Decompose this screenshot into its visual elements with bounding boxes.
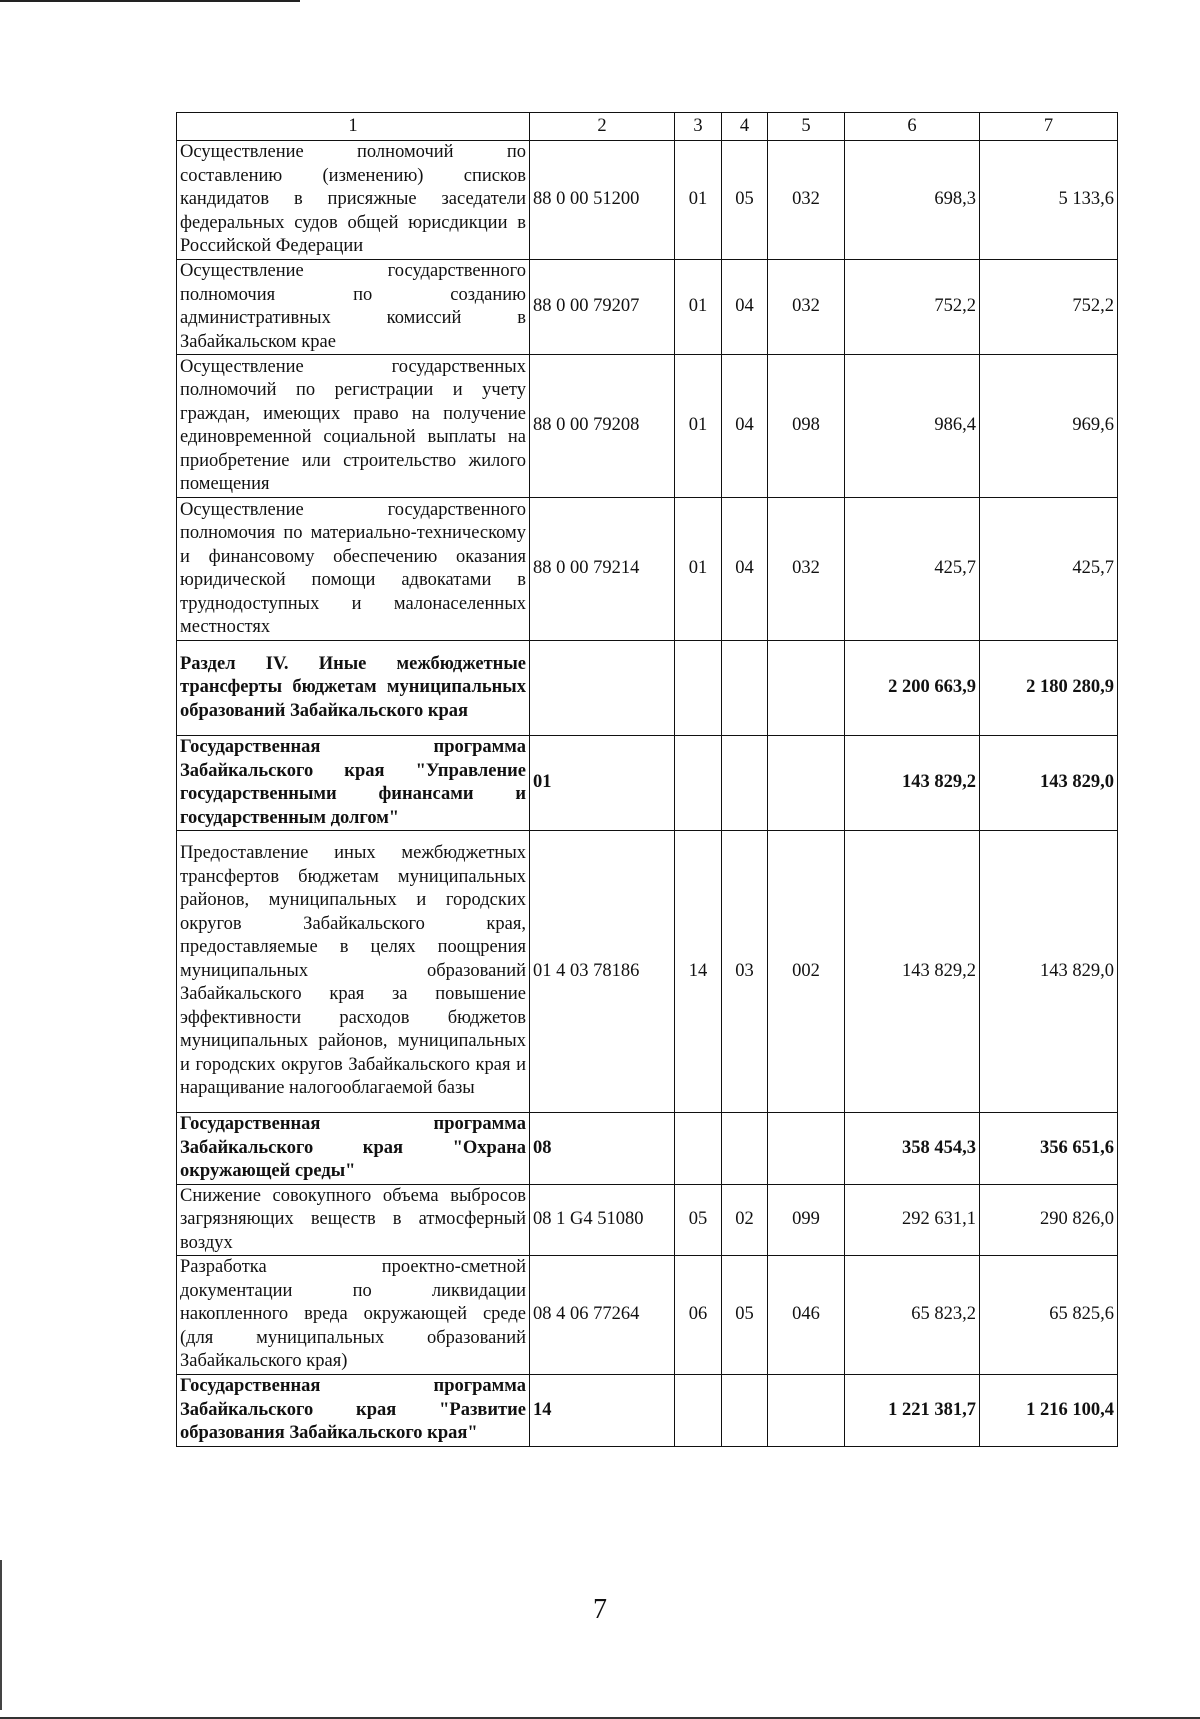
expense-name: Государственная программа Забайкальского края "Развитие образования Забайкальского края" [177,1375,530,1447]
amount-year-2: 5 133,6 [980,141,1118,260]
section-code [675,1375,722,1447]
table-row [177,736,1118,831]
amount-year-2: 143 829,0 [980,736,1118,831]
amount-year-2: 356 651,6 [980,1113,1118,1185]
amount-year-1: 2 200 663,9 [845,641,980,736]
expense-type-code: 032 [768,498,845,641]
amount-year-1: 1 221 381,7 [845,1375,980,1447]
scan-artifact-left [0,1560,2,1710]
expense-type-code: 098 [768,355,845,498]
expense-type-code [768,641,845,736]
subsection-code: 04 [722,498,768,641]
column-header: 4 [722,113,768,141]
amount-year-1: 65 823,2 [845,1256,980,1375]
section-code: 01 [675,141,722,260]
target-article-code: 08 1 G4 51080 [530,1184,675,1256]
amount-year-2: 425,7 [980,498,1118,641]
table-row [177,1256,1118,1375]
expense-name: Осуществление государственных полномочий по регистрации и учету граждан, имеющих право на получение единовременной социальной выплаты на приобретение или строительство жилого помещения [177,355,530,498]
section-code [675,1113,722,1185]
expense-type-code [768,1375,845,1447]
section-code: 01 [675,498,722,641]
expense-name: Государственная программа Забайкальского края "Охрана окружающей среды" [177,1113,530,1185]
target-article-code: 01 4 03 78186 [530,831,675,1113]
target-article-code: 88 0 00 79208 [530,355,675,498]
amount-year-1: 425,7 [845,498,980,641]
table-header-row [177,113,1118,141]
table-row [177,1184,1118,1256]
amount-year-2: 2 180 280,9 [980,641,1118,736]
target-article-code: 08 [530,1113,675,1185]
budget-table [176,112,1118,1447]
target-article-code: 88 0 00 79207 [530,260,675,355]
target-article-code: 88 0 00 79214 [530,498,675,641]
subsection-code: 04 [722,355,768,498]
amount-year-2: 290 826,0 [980,1184,1118,1256]
table-row [177,641,1118,736]
section-code [675,736,722,831]
section-code [675,641,722,736]
target-article-code: 08 4 06 77264 [530,1256,675,1375]
amount-year-1: 143 829,2 [845,831,980,1113]
table-row [177,831,1118,1113]
column-header: 1 [177,113,530,141]
column-header: 6 [845,113,980,141]
column-header: 5 [768,113,845,141]
expense-type-code: 032 [768,260,845,355]
section-code: 14 [675,831,722,1113]
expense-name: Снижение совокупного объема выбросов загрязняющих веществ в атмосферный воздух [177,1184,530,1256]
section-code: 05 [675,1184,722,1256]
expense-name: Раздел IV. Иные межбюджетные трансферты бюджетам муниципальных образований Забайкальского края [177,641,530,736]
expense-type-code: 046 [768,1256,845,1375]
expense-name: Осуществление государственного полномочия по материально-техническому и финансовому обеспечению оказания юридической помощи адвокатами в труднодоступных и малонаселенных местностях [177,498,530,641]
target-article-code: 88 0 00 51200 [530,141,675,260]
expense-type-code: 099 [768,1184,845,1256]
target-article-code: 14 [530,1375,675,1447]
table-row [177,355,1118,498]
amount-year-1: 143 829,2 [845,736,980,831]
section-code: 01 [675,355,722,498]
subsection-code [722,1113,768,1185]
subsection-code [722,641,768,736]
amount-year-1: 358 454,3 [845,1113,980,1185]
column-header: 3 [675,113,722,141]
subsection-code: 04 [722,260,768,355]
table-row [177,141,1118,260]
expense-name: Предоставление иных межбюджетных трансфертов бюджетам муниципальных районов, муниципальных и городских округов Забайкальского края, предоставляемые в целях поощрения муниципальных образований Забайкальского края за повышение эффективности расходов бюджетов муниципальных районов, муниципальных и городских округов Забайкальского края и наращивание налогооблагаемой базы [177,831,530,1113]
expense-type-code: 002 [768,831,845,1113]
expense-name: Государственная программа Забайкальского края "Управление государственными финансами и государственным долгом" [177,736,530,831]
amount-year-1: 698,3 [845,141,980,260]
section-code: 06 [675,1256,722,1375]
table-row [177,1375,1118,1447]
table-row [177,1113,1118,1185]
subsection-code: 03 [722,831,768,1113]
subsection-code [722,736,768,831]
expense-type-code [768,736,845,831]
target-article-code [530,641,675,736]
expense-type-code [768,1113,845,1185]
amount-year-2: 752,2 [980,260,1118,355]
subsection-code [722,1375,768,1447]
amount-year-1: 752,2 [845,260,980,355]
target-article-code: 01 [530,736,675,831]
subsection-code: 05 [722,1256,768,1375]
amount-year-2: 143 829,0 [980,831,1118,1113]
subsection-code: 05 [722,141,768,260]
expense-type-code: 032 [768,141,845,260]
table-row [177,260,1118,355]
page-number: 7 [593,1594,607,1625]
column-header: 7 [980,113,1118,141]
expense-name: Разработка проектно-сметной документации по ликвидации накопленного вреда окружающей среде (для муниципальных образований Забайкальского края) [177,1256,530,1375]
amount-year-2: 1 216 100,4 [980,1375,1118,1447]
expense-name: Осуществление полномочий по составлению (изменению) списков кандидатов в присяжные заседатели федеральных судов общей юрисдикции в Российской Федерации [177,141,530,260]
table-row [177,498,1118,641]
section-code: 01 [675,260,722,355]
expense-name: Осуществление государственного полномочия по созданию административных комиссий в Забайкальском крае [177,260,530,355]
scan-artifact-top [0,0,300,2]
amount-year-1: 292 631,1 [845,1184,980,1256]
amount-year-2: 65 825,6 [980,1256,1118,1375]
amount-year-2: 969,6 [980,355,1118,498]
column-header: 2 [530,113,675,141]
amount-year-1: 986,4 [845,355,980,498]
subsection-code: 02 [722,1184,768,1256]
